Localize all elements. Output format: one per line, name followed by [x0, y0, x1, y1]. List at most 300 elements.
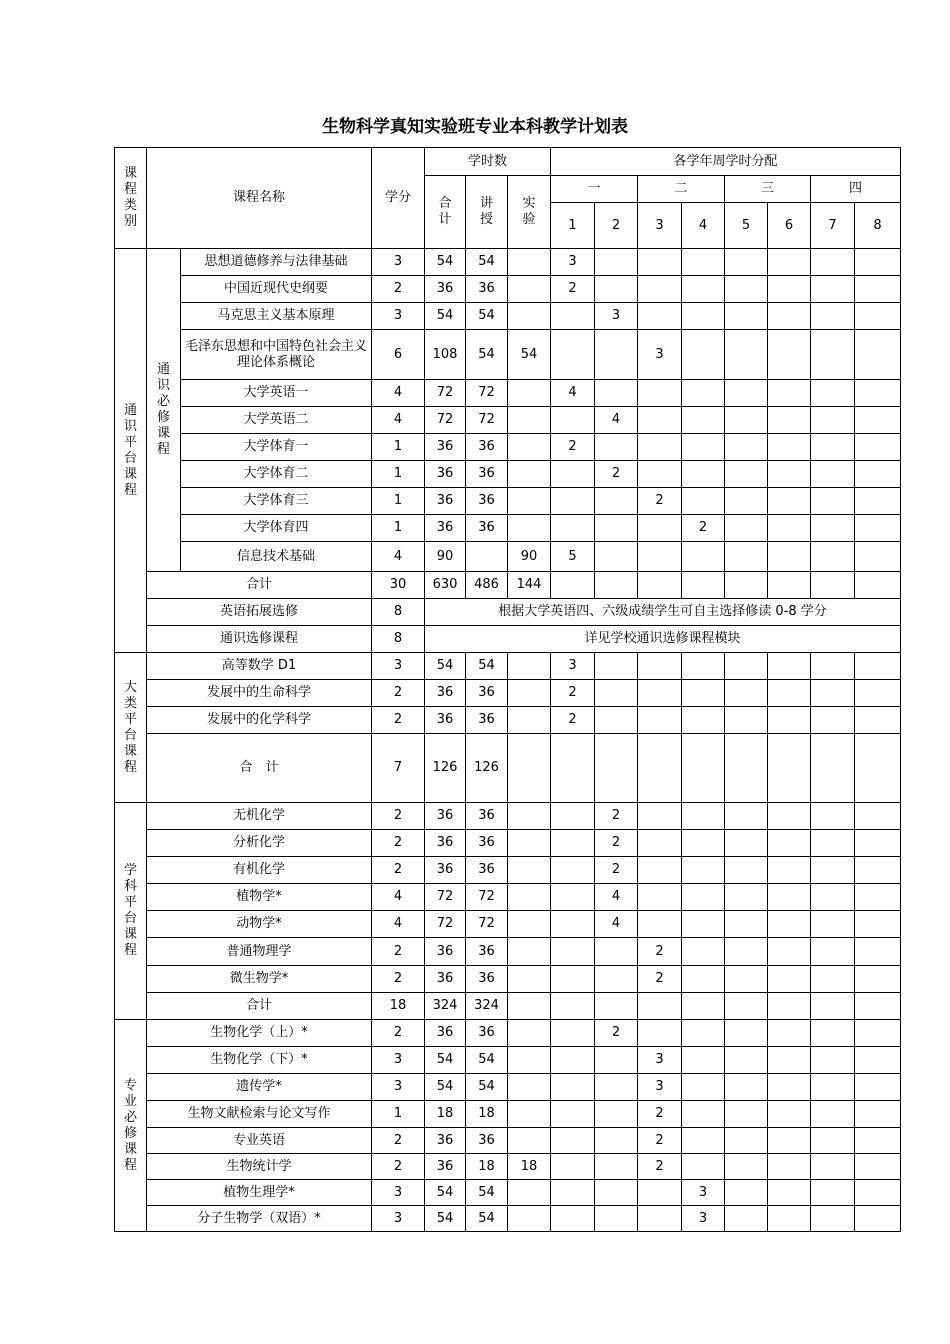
semester-cell-3 — [638, 680, 682, 707]
credits-cell: 3 — [372, 1180, 425, 1206]
semester-cell-3: 3 — [638, 330, 682, 380]
credits-cell: 4 — [372, 407, 425, 434]
course-name: 生物统计学 — [147, 1154, 372, 1180]
semester-cell-3 — [638, 380, 682, 407]
semester-cell-4 — [682, 572, 725, 599]
semester-cell-4 — [682, 1128, 725, 1154]
category-broad: 大 类 平 台 课 程 — [115, 653, 147, 803]
hours-lecture-cell: 54 — [466, 1180, 508, 1206]
semester-cell-3 — [638, 1180, 682, 1206]
hours-lab-cell — [508, 803, 551, 830]
credits-cell: 7 — [372, 734, 425, 803]
semester-cell-5 — [725, 1154, 768, 1180]
table-row — [115, 734, 901, 803]
hours-total-cell: 54 — [425, 1047, 466, 1074]
hours-lecture-cell: 72 — [466, 380, 508, 407]
table-row — [115, 680, 901, 707]
semester-cell-3 — [638, 707, 682, 734]
course-name: 有机化学 — [147, 857, 372, 884]
semester-cell-6 — [768, 830, 811, 857]
course-name: 通识选修课程 — [147, 626, 372, 653]
header-category-text: 课 程 类 别 — [123, 166, 137, 229]
semester-cell-1 — [551, 966, 595, 993]
credits-cell: 2 — [372, 938, 425, 966]
semester-cell-4 — [682, 938, 725, 966]
credits-cell: 2 — [372, 966, 425, 993]
hours-lab-cell — [508, 1128, 551, 1154]
table-row — [115, 966, 901, 993]
hours-lecture-cell: 18 — [466, 1101, 508, 1128]
semester-cell-5 — [725, 993, 768, 1020]
hours-lecture-cell: 486 — [466, 572, 508, 599]
credits-cell: 2 — [372, 803, 425, 830]
table-row — [115, 249, 901, 276]
credits-cell: 1 — [372, 434, 425, 461]
semester-cell-1 — [551, 993, 595, 1020]
semester-cell-2: 4 — [595, 407, 638, 434]
semester-cell-5 — [725, 303, 768, 330]
hours-lecture-cell: 54 — [466, 1047, 508, 1074]
course-name: 信息技术基础 — [181, 542, 372, 572]
semester-cell-5 — [725, 653, 768, 680]
hours-lecture-cell: 72 — [466, 407, 508, 434]
hours-total-cell: 36 — [425, 1128, 466, 1154]
credits-cell: 1 — [372, 515, 425, 542]
semester-cell-2: 2 — [595, 461, 638, 488]
semester-cell-1 — [551, 803, 595, 830]
semester-cell-3 — [638, 857, 682, 884]
semester-cell-8 — [855, 884, 901, 911]
semester-cell-2 — [595, 1154, 638, 1180]
semester-cell-1 — [551, 1206, 595, 1232]
course-name: 动物学* — [147, 911, 372, 938]
semester-cell-5 — [725, 572, 768, 599]
hours-lab-cell: 144 — [508, 572, 551, 599]
semester-cell-8 — [855, 1128, 901, 1154]
credits-cell: 4 — [372, 542, 425, 572]
semester-cell-2 — [595, 1206, 638, 1232]
semester-cell-8 — [855, 488, 901, 515]
semester-cell-5 — [725, 542, 768, 572]
semester-cell-6 — [768, 407, 811, 434]
semester-cell-7 — [811, 249, 855, 276]
semester-cell-4 — [682, 803, 725, 830]
semester-cell-4 — [682, 542, 725, 572]
semester-cell-6 — [768, 680, 811, 707]
semester-cell-8 — [855, 830, 901, 857]
table-row — [115, 938, 901, 966]
hours-total-cell: 36 — [425, 938, 466, 966]
semester-cell-6 — [768, 653, 811, 680]
semester-cell-3 — [638, 572, 682, 599]
semester-cell-5 — [725, 1180, 768, 1206]
course-name: 微生物学* — [147, 966, 372, 993]
semester-cell-2 — [595, 488, 638, 515]
hours-lecture-cell: 36 — [466, 1128, 508, 1154]
semester-cell-7 — [811, 857, 855, 884]
hours-total-cell: 126 — [425, 734, 466, 803]
hours-lab-cell: 90 — [508, 542, 551, 572]
semester-cell-2 — [595, 1074, 638, 1101]
semester-cell-8 — [855, 1074, 901, 1101]
semester-cell-7 — [811, 911, 855, 938]
table-row — [115, 515, 901, 542]
semester-cell-8 — [855, 380, 901, 407]
course-name: 合 计 — [147, 734, 372, 803]
semester-cell-1 — [551, 938, 595, 966]
semester-cell-7 — [811, 488, 855, 515]
table-row — [115, 303, 901, 330]
semester-cell-4 — [682, 993, 725, 1020]
semester-cell-6 — [768, 1154, 811, 1180]
semester-cell-7 — [811, 653, 855, 680]
credits-cell: 3 — [372, 1047, 425, 1074]
course-name: 合计 — [147, 993, 372, 1020]
teaching-plan-table — [114, 147, 901, 1232]
semester-cell-2 — [595, 966, 638, 993]
hours-total-cell: 90 — [425, 542, 466, 572]
semester-cell-2: 3 — [595, 303, 638, 330]
semester-cell-8 — [855, 707, 901, 734]
semester-cell-1 — [551, 884, 595, 911]
semester-cell-1: 3 — [551, 249, 595, 276]
table-row — [115, 884, 901, 911]
table-row — [115, 707, 901, 734]
hours-lab-cell — [508, 830, 551, 857]
semester-cell-4 — [682, 1047, 725, 1074]
semester-cell-1: 4 — [551, 380, 595, 407]
hours-lecture-cell: 36 — [466, 938, 508, 966]
course-name: 大学英语二 — [181, 407, 372, 434]
hours-lecture-cell: 324 — [466, 993, 508, 1020]
semester-cell-7 — [811, 734, 855, 803]
semester-cell-2 — [595, 380, 638, 407]
header-hours-lab-text: 实 验 — [522, 196, 536, 227]
header-semester-6: 6 — [768, 203, 811, 249]
credits-cell: 3 — [372, 303, 425, 330]
hours-total-cell: 36 — [425, 966, 466, 993]
hours-lecture-cell: 72 — [466, 911, 508, 938]
hours-total-cell: 54 — [425, 653, 466, 680]
credits-cell: 2 — [372, 276, 425, 303]
hours-total-cell: 36 — [425, 1020, 466, 1047]
semester-cell-4 — [682, 330, 725, 380]
semester-cell-5 — [725, 515, 768, 542]
semester-cell-5 — [725, 1101, 768, 1128]
table-row — [115, 1206, 901, 1232]
table-row — [115, 1128, 901, 1154]
semester-cell-1: 5 — [551, 542, 595, 572]
header-semester-7: 7 — [811, 203, 855, 249]
course-name: 英语拓展选修 — [147, 599, 372, 626]
semester-cell-1: 2 — [551, 707, 595, 734]
semester-cell-7 — [811, 542, 855, 572]
table-row — [115, 803, 901, 830]
hours-lab-cell — [508, 1074, 551, 1101]
hours-lecture-cell: 54 — [466, 1074, 508, 1101]
hours-lecture-cell: 54 — [466, 303, 508, 330]
semester-cell-1 — [551, 407, 595, 434]
hours-total-cell: 324 — [425, 993, 466, 1020]
hours-total-cell: 54 — [425, 1074, 466, 1101]
semester-cell-7 — [811, 1020, 855, 1047]
hours-lab-cell — [508, 1206, 551, 1232]
table-row — [115, 276, 901, 303]
hours-lab-cell — [508, 515, 551, 542]
semester-cell-6 — [768, 707, 811, 734]
course-name: 思想道德修养与法律基础 — [181, 249, 372, 276]
semester-cell-5 — [725, 857, 768, 884]
semester-cell-8 — [855, 966, 901, 993]
course-name: 大学体育一 — [181, 434, 372, 461]
semester-cell-8 — [855, 1020, 901, 1047]
semester-cell-6 — [768, 1020, 811, 1047]
credits-cell: 2 — [372, 707, 425, 734]
page-title: 生物科学真知实验班专业本科教学计划表 — [322, 117, 628, 137]
course-name: 普通物理学 — [147, 938, 372, 966]
semester-cell-3 — [638, 993, 682, 1020]
semester-cell-6 — [768, 461, 811, 488]
semester-cell-3: 2 — [638, 966, 682, 993]
hours-total-cell: 36 — [425, 803, 466, 830]
semester-cell-7 — [811, 1047, 855, 1074]
semester-cell-5 — [725, 1020, 768, 1047]
table-row — [115, 830, 901, 857]
semester-cell-1 — [551, 1020, 595, 1047]
semester-cell-4 — [682, 380, 725, 407]
note-cell: 详见学校通识选修课程模块 — [425, 626, 901, 653]
semester-cell-4 — [682, 966, 725, 993]
semester-cell-4 — [682, 857, 725, 884]
hours-lab-cell — [508, 966, 551, 993]
hours-lecture-cell: 54 — [466, 249, 508, 276]
semester-cell-2 — [595, 993, 638, 1020]
semester-cell-3 — [638, 407, 682, 434]
hours-lab-cell — [508, 249, 551, 276]
semester-cell-4 — [682, 680, 725, 707]
category-discipline: 学 科 平 台 课 程 — [115, 803, 147, 1020]
hours-lab-cell — [508, 276, 551, 303]
header-semester-2: 2 — [595, 203, 638, 249]
semester-cell-7 — [811, 515, 855, 542]
category-major: 专 业 必 修 课 程 — [115, 1020, 147, 1232]
semester-cell-6 — [768, 249, 811, 276]
table-row — [115, 1047, 901, 1074]
semester-cell-6 — [768, 938, 811, 966]
semester-cell-8 — [855, 1206, 901, 1232]
semester-cell-2 — [595, 249, 638, 276]
hours-lab-cell — [508, 734, 551, 803]
hours-lecture-cell: 36 — [466, 461, 508, 488]
semester-cell-8 — [855, 857, 901, 884]
course-name: 大学体育二 — [181, 461, 372, 488]
hours-lab-cell — [508, 653, 551, 680]
semester-cell-3 — [638, 1206, 682, 1232]
course-name: 大学体育三 — [181, 488, 372, 515]
table-row — [115, 330, 901, 380]
semester-cell-6 — [768, 1047, 811, 1074]
hours-total-cell: 36 — [425, 461, 466, 488]
course-name: 生物化学（上）* — [147, 1020, 372, 1047]
hours-lab-cell — [508, 911, 551, 938]
hours-lecture-cell: 36 — [466, 966, 508, 993]
table-row — [115, 857, 901, 884]
semester-cell-2: 2 — [595, 830, 638, 857]
semester-cell-7 — [811, 407, 855, 434]
table-row — [115, 380, 901, 407]
credits-cell: 2 — [372, 1020, 425, 1047]
hours-lab-cell — [508, 303, 551, 330]
category-general_required: 通 识 必 修 课 程 — [147, 249, 181, 572]
header-course-name: 课程名称 — [147, 148, 372, 249]
semester-cell-8 — [855, 572, 901, 599]
hours-lab-cell — [508, 1047, 551, 1074]
credits-cell: 1 — [372, 1101, 425, 1128]
semester-cell-2: 4 — [595, 884, 638, 911]
semester-cell-3: 2 — [638, 1154, 682, 1180]
hours-lecture-cell: 54 — [466, 653, 508, 680]
semester-cell-8 — [855, 993, 901, 1020]
semester-cell-8 — [855, 542, 901, 572]
semester-cell-8 — [855, 803, 901, 830]
credits-cell: 4 — [372, 884, 425, 911]
semester-cell-7 — [811, 330, 855, 380]
semester-cell-5 — [725, 1047, 768, 1074]
semester-cell-6 — [768, 911, 811, 938]
semester-cell-3: 3 — [638, 1047, 682, 1074]
table-row — [115, 461, 901, 488]
semester-cell-2 — [595, 1128, 638, 1154]
table-row — [115, 993, 901, 1020]
semester-cell-2 — [595, 1047, 638, 1074]
hours-total-cell: 36 — [425, 857, 466, 884]
hours-lab-cell — [508, 857, 551, 884]
semester-cell-5 — [725, 380, 768, 407]
semester-cell-5 — [725, 461, 768, 488]
semester-cell-6 — [768, 966, 811, 993]
semester-cell-6 — [768, 488, 811, 515]
course-name: 马克思主义基本原理 — [181, 303, 372, 330]
credits-cell: 2 — [372, 1128, 425, 1154]
semester-cell-7 — [811, 993, 855, 1020]
hours-total-cell: 72 — [425, 884, 466, 911]
semester-cell-7 — [811, 1101, 855, 1128]
hours-total-cell: 72 — [425, 380, 466, 407]
course-name: 大学体育四 — [181, 515, 372, 542]
hours-total-cell: 36 — [425, 276, 466, 303]
semester-cell-2 — [595, 276, 638, 303]
header-year-1: 一 — [551, 176, 638, 203]
semester-cell-5 — [725, 966, 768, 993]
hours-total-cell: 36 — [425, 707, 466, 734]
semester-cell-7 — [811, 434, 855, 461]
semester-cell-7 — [811, 966, 855, 993]
course-name: 分子生物学（双语）* — [147, 1206, 372, 1232]
hours-total-cell: 108 — [425, 330, 466, 380]
semester-cell-3 — [638, 1020, 682, 1047]
semester-cell-6 — [768, 1101, 811, 1128]
hours-lecture-cell: 36 — [466, 515, 508, 542]
semester-cell-3 — [638, 461, 682, 488]
course-name: 生物文献检索与论文写作 — [147, 1101, 372, 1128]
credits-cell: 3 — [372, 653, 425, 680]
semester-cell-3 — [638, 830, 682, 857]
semester-cell-3 — [638, 249, 682, 276]
table-row — [115, 599, 901, 626]
header-hours-lecture — [466, 176, 508, 249]
credits-cell: 2 — [372, 680, 425, 707]
course-name: 中国近现代史纲要 — [181, 276, 372, 303]
hours-total-cell: 36 — [425, 434, 466, 461]
credits-cell: 2 — [372, 1154, 425, 1180]
course-name: 专业英语 — [147, 1128, 372, 1154]
hours-lecture-cell: 126 — [466, 734, 508, 803]
header-category — [115, 148, 147, 249]
semester-cell-2 — [595, 680, 638, 707]
hours-lecture-cell — [466, 542, 508, 572]
semester-cell-4 — [682, 276, 725, 303]
credits-cell: 8 — [372, 599, 425, 626]
semester-cell-6 — [768, 276, 811, 303]
semester-cell-4 — [682, 1020, 725, 1047]
header-year-2: 二 — [638, 176, 725, 203]
hours-lecture-cell: 36 — [466, 276, 508, 303]
semester-cell-8 — [855, 734, 901, 803]
semester-cell-4 — [682, 1154, 725, 1180]
semester-cell-1 — [551, 330, 595, 380]
table-row — [115, 1101, 901, 1128]
semester-cell-4 — [682, 1101, 725, 1128]
semester-cell-1 — [551, 734, 595, 803]
semester-cell-1: 3 — [551, 653, 595, 680]
table-row — [115, 626, 901, 653]
semester-cell-4 — [682, 249, 725, 276]
semester-cell-2 — [595, 542, 638, 572]
header-semester-3: 3 — [638, 203, 682, 249]
semester-cell-6 — [768, 330, 811, 380]
hours-lab-cell — [508, 993, 551, 1020]
semester-cell-2 — [595, 653, 638, 680]
semester-cell-7 — [811, 1128, 855, 1154]
semester-cell-5 — [725, 734, 768, 803]
semester-cell-6 — [768, 803, 811, 830]
semester-cell-3: 2 — [638, 938, 682, 966]
semester-cell-5 — [725, 680, 768, 707]
semester-cell-1 — [551, 1074, 595, 1101]
hours-lecture-cell: 36 — [466, 488, 508, 515]
semester-cell-5 — [725, 1128, 768, 1154]
semester-cell-4: 3 — [682, 1206, 725, 1232]
semester-cell-2: 2 — [595, 857, 638, 884]
hours-total-cell: 36 — [425, 830, 466, 857]
credits-cell: 18 — [372, 993, 425, 1020]
course-name: 遗传学* — [147, 1074, 372, 1101]
semester-cell-8 — [855, 407, 901, 434]
hours-total-cell: 36 — [425, 488, 466, 515]
semester-cell-1 — [551, 1128, 595, 1154]
semester-cell-8 — [855, 434, 901, 461]
semester-cell-4 — [682, 653, 725, 680]
course-name: 毛泽东思想和中国特色社会主义理论体系概论 — [181, 330, 372, 380]
semester-cell-3 — [638, 911, 682, 938]
semester-cell-7 — [811, 1180, 855, 1206]
hours-lab-cell: 54 — [508, 330, 551, 380]
credits-cell: 6 — [372, 330, 425, 380]
table-row — [115, 1154, 901, 1180]
semester-cell-4 — [682, 303, 725, 330]
header-hours-total — [425, 176, 466, 249]
credits-cell: 4 — [372, 911, 425, 938]
